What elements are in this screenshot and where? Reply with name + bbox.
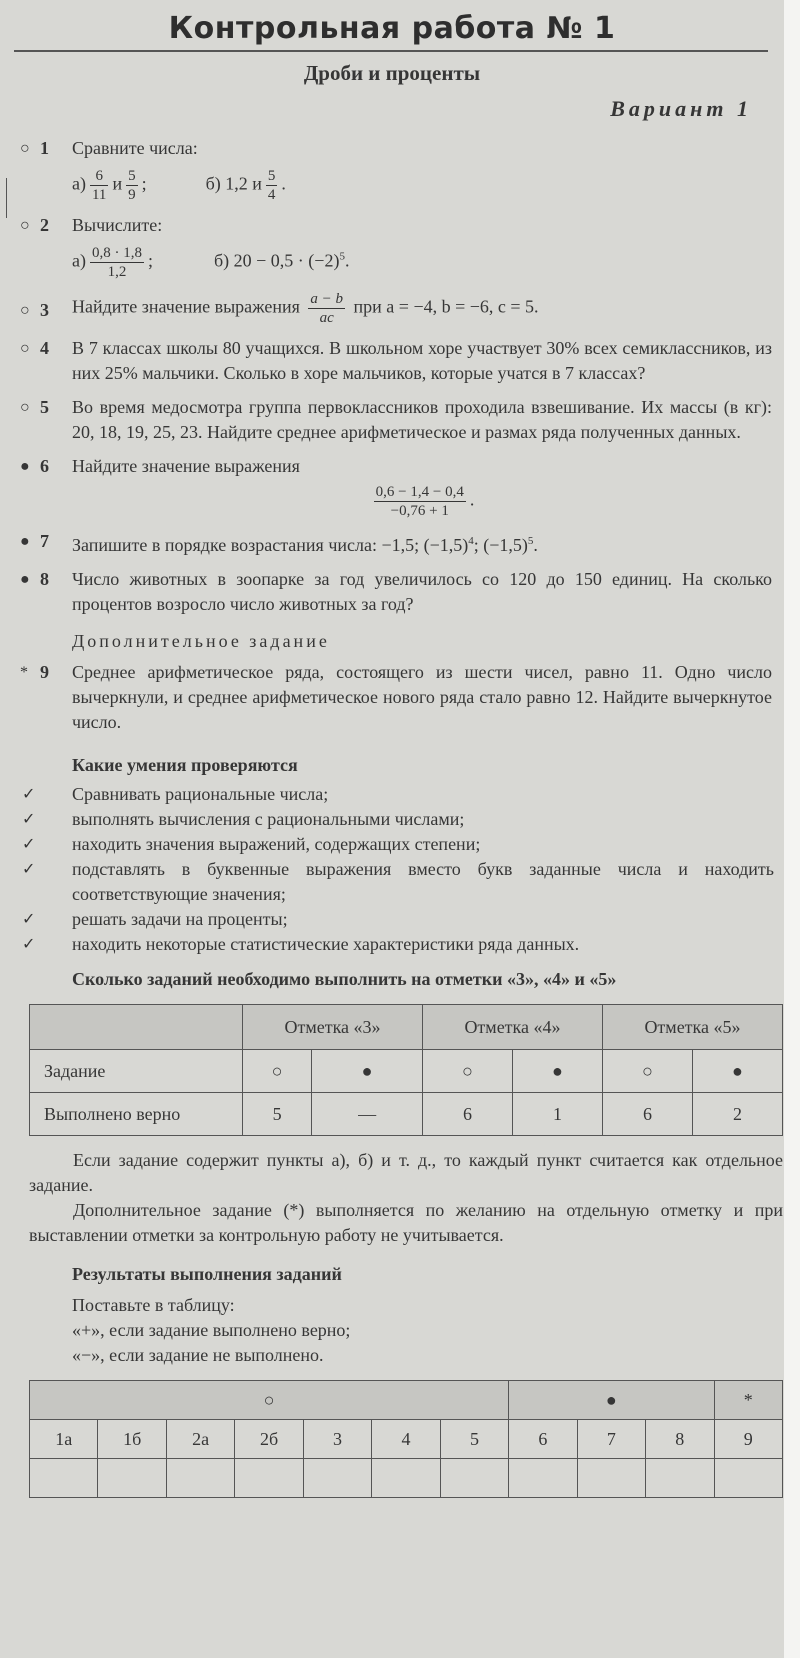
skills-list — [22, 782, 774, 957]
task-6 — [20, 454, 772, 520]
circle-icon: ○ — [20, 399, 30, 416]
text-part: Запишите в порядке возрастания числа: −1,5; (−1,5) — [72, 535, 469, 555]
answer-row — [30, 1459, 783, 1498]
punct: . — [469, 489, 475, 510]
task-text — [72, 290, 772, 327]
punct: . — [281, 173, 286, 194]
task-cell: 2а — [166, 1420, 234, 1459]
table-cell: 1 — [512, 1093, 602, 1136]
task-number: 8 — [40, 569, 49, 589]
task-5 — [20, 395, 772, 445]
fraction: $\frac{6}{11}$ — [91, 168, 107, 203]
row-label: Задание — [30, 1050, 243, 1093]
skill-item: ✓ выполнять вычисления с рациональными числами; — [22, 807, 774, 832]
task-text: Найдите значение выражения — [72, 456, 300, 476]
task-3 — [20, 290, 772, 327]
task-4 — [20, 336, 772, 386]
skill-item: ✓ находить значения выражений, содержащих степени; — [22, 832, 774, 857]
punct: ; — [141, 173, 147, 194]
bullet-icon: ● — [20, 571, 30, 588]
task-text: Во время медосмотра группа первоклассников проходила взвешивание. Их массы (в кг): 20, 18, 19, 25, 23. Найдите среднее арифметическое и размах ряда полученных данных. — [72, 397, 772, 442]
task-1-parts — [72, 167, 772, 204]
answer-cell[interactable] — [235, 1459, 303, 1498]
checkmark-icon: ✓ — [22, 786, 36, 803]
answer-cell[interactable] — [372, 1459, 440, 1498]
grading-heading: Сколько заданий необходимо выполнить на отметки «3», «4» и «5» — [72, 969, 617, 989]
row-label: Выполнено верно — [30, 1093, 243, 1136]
instruction-line: Поставьте в таблицу: — [72, 1295, 235, 1315]
asterisk-icon: * — [20, 664, 28, 681]
answer-cell[interactable] — [440, 1459, 508, 1498]
table-cell: 6 — [422, 1093, 512, 1136]
group-asterisk: * — [714, 1381, 782, 1420]
column-header: Отметка «3» — [243, 1005, 423, 1050]
page-subtitle: Дроби и проценты — [303, 61, 481, 85]
table-header-row — [30, 1005, 783, 1050]
instruction-line: «−», если задание не выполнено. — [72, 1345, 324, 1365]
exponent: 5 — [527, 535, 534, 547]
task-text — [72, 529, 772, 558]
answer-cell[interactable] — [166, 1459, 234, 1498]
circle-icon: ○ — [20, 140, 30, 157]
task-cell: 9 — [714, 1420, 782, 1459]
task-text: Вычислите: — [72, 215, 163, 235]
task-9 — [20, 660, 772, 735]
exponent: 4 — [468, 535, 474, 547]
task-text-start: Найдите значение выражения — [72, 296, 300, 317]
task-2-parts — [72, 244, 772, 281]
task-cell: 1б — [98, 1420, 166, 1459]
notes — [29, 1148, 783, 1248]
skill-item: ✓ находить некоторые статистические характеристики ряда данных. — [22, 932, 774, 957]
table-row — [30, 1420, 783, 1459]
answer-cell[interactable] — [646, 1459, 714, 1498]
instruction-line: «+», если задание выполнено верно; — [72, 1320, 351, 1340]
checkmark-icon: ✓ — [22, 861, 36, 878]
task-text: Среднее арифметическое ряда, состоящего из шести чисел, равно 11. Одно число вычеркнули, и среднее арифметическое нового ряда стало равно 12. Найдите вычеркнутое число. — [72, 662, 772, 732]
table-cell: ○ — [602, 1050, 692, 1093]
note-paragraph: Если задание содержит пункты а), б) и т. д., то каждый пункт считается как отдельное задание. — [29, 1150, 783, 1195]
task-text-end: при a = −4, b = −6, c = 5. — [353, 296, 539, 317]
circle-icon: ○ — [20, 340, 30, 357]
task-number: 6 — [40, 456, 49, 476]
task-text: В 7 классах школы 80 учащихся. В школьном хоре участвует 30% всех семиклассников, из них 25% мальчики. Сколько в хоре мальчиков, которые учатся в 7 классах? — [72, 338, 772, 383]
task-7 — [20, 529, 772, 558]
table-cell: ○ — [422, 1050, 512, 1093]
task-number: 5 — [40, 397, 49, 417]
task-number: 2 — [40, 215, 49, 235]
column-header: Отметка «4» — [422, 1005, 602, 1050]
task-cell: 1а — [30, 1420, 98, 1459]
part-label: а) — [72, 250, 86, 271]
table-cell: ● — [692, 1050, 782, 1093]
task-number: 9 — [40, 662, 49, 682]
variant-label: Вариант 1 — [610, 96, 752, 121]
table-row — [30, 1050, 783, 1093]
skill-item: ✓ подставлять в буквенные выражения вместо букв заданные числа и находить соответствующие значения; — [22, 857, 774, 907]
results-instructions — [72, 1293, 784, 1368]
punct: . — [533, 535, 538, 555]
extra-heading: Дополнительное задание — [72, 631, 330, 651]
bullet-icon: ● — [20, 458, 30, 475]
answer-cell[interactable] — [577, 1459, 645, 1498]
grading-table — [29, 1004, 783, 1136]
note-paragraph: Дополнительное задание (*) выполняется по желанию на отдельную отметку и при выставлении отметки за контрольную работу не учитывается. — [29, 1200, 783, 1245]
checkmark-icon: ✓ — [22, 936, 36, 953]
table-row — [30, 1093, 783, 1136]
circle-icon: ○ — [20, 217, 30, 234]
task-cell: 7 — [577, 1420, 645, 1459]
table-header-row — [30, 1381, 783, 1420]
exponent: 5 — [339, 250, 345, 263]
table-cell: 5 — [243, 1093, 312, 1136]
column-header: Отметка «5» — [602, 1005, 782, 1050]
and-word: и — [112, 173, 123, 194]
table-cell: — — [312, 1093, 423, 1136]
table-cell: ● — [312, 1050, 423, 1093]
circle-icon: ○ — [20, 302, 30, 319]
task-number: 4 — [40, 338, 49, 358]
answer-cell[interactable] — [714, 1459, 782, 1498]
table-cell: ● — [512, 1050, 602, 1093]
task-cell: 8 — [646, 1420, 714, 1459]
task-text: Число животных в зоопарке за год увеличилось со 120 до 150 единиц. На сколько процентов возросло число животных за год? — [72, 569, 772, 614]
task-cell: 3 — [303, 1420, 371, 1459]
table-cell: 6 — [602, 1093, 692, 1136]
text-part: ; (−1,5) — [473, 535, 528, 555]
answer-cell[interactable] — [509, 1459, 577, 1498]
skill-item: ✓ решать задачи на проценты; — [22, 907, 774, 932]
task-2 — [20, 213, 772, 281]
part-label: б) 1,2 и — [205, 173, 262, 194]
page-edge — [784, 0, 800, 1658]
task-number: 1 — [40, 138, 49, 158]
part-b: б) 20 − 0,5 · (−2) — [214, 250, 340, 271]
task-cell: 5 — [440, 1420, 508, 1459]
task-8 — [20, 567, 772, 617]
answer-cell[interactable] — [303, 1459, 371, 1498]
table-cell: 2 — [692, 1093, 782, 1136]
task-text: Сравните числа: — [72, 138, 198, 158]
fraction: $\frac{0,8 \cdot 1,8}{1,2}$ — [91, 245, 142, 280]
results-heading: Результаты выполнения заданий — [72, 1264, 342, 1284]
task-1 — [20, 136, 772, 204]
checkmark-icon: ✓ — [22, 911, 36, 928]
answer-cell[interactable] — [30, 1459, 98, 1498]
skills-heading: Какие умения проверяются — [72, 755, 298, 775]
fraction: $\frac{0,6 - 1,4 - 0,4}{-0,76 + 1}$ — [375, 484, 464, 519]
task-cell: 6 — [509, 1420, 577, 1459]
skill-item: ✓ Сравнивать рациональные числа; — [22, 782, 774, 807]
title-rule — [14, 50, 768, 52]
group-circle: ○ — [30, 1381, 509, 1420]
checkmark-icon: ✓ — [22, 811, 36, 828]
bottom-spacer — [0, 1498, 784, 1510]
punct: ; — [147, 250, 153, 271]
empty-cell — [30, 1005, 243, 1050]
results-table — [29, 1380, 783, 1498]
fraction: $\frac{a - b}{ac}$ — [310, 291, 344, 326]
fraction: $\frac{5}{4}$ — [267, 168, 276, 203]
group-bullet: ● — [509, 1381, 714, 1420]
task-number: 3 — [40, 300, 49, 320]
checkmark-icon: ✓ — [22, 836, 36, 853]
fraction: $\frac{5}{9}$ — [128, 168, 136, 203]
bullet-icon: ● — [20, 533, 30, 550]
task-number: 7 — [40, 531, 49, 551]
part-label: а) — [72, 173, 86, 194]
task-6-expression — [72, 483, 772, 520]
page-title: Контрольная работа № 1 — [168, 11, 616, 46]
task-cell: 2б — [235, 1420, 303, 1459]
task-cell: 4 — [372, 1420, 440, 1459]
answer-cell[interactable] — [98, 1459, 166, 1498]
table-cell: ○ — [243, 1050, 312, 1093]
punct: . — [344, 250, 350, 271]
